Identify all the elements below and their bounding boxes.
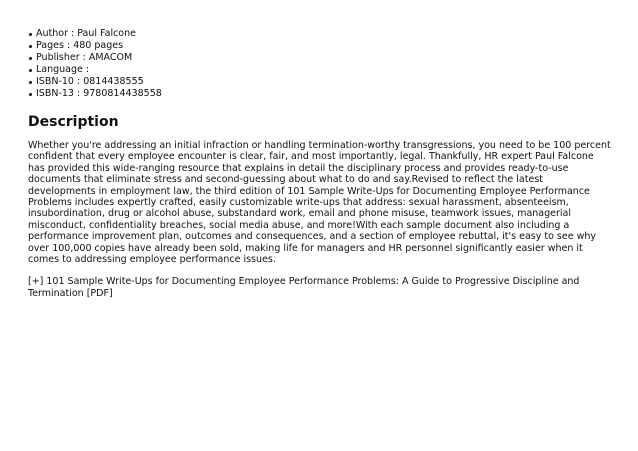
metadata-item-author <box>28 28 610 40</box>
bullet-icon <box>29 93 32 96</box>
metadata-isbn10-text: ISBN-10 : 0814438555 <box>36 76 144 87</box>
bullet-icon <box>29 81 32 84</box>
metadata-pages-text: Pages : 480 pages <box>36 40 124 51</box>
book-metadata-list <box>28 28 610 100</box>
download-link[interactable]: [+] 101 Sample Write-Ups for Documenting Employee Performance Problems: A Guide to Progressive Discipline and Termination [PDF] <box>28 276 580 299</box>
metadata-publisher-text: Publisher : AMACOM <box>36 52 133 63</box>
description-body: Whether you're addressing an initial infraction or handling termination-worthy transgressions, you need to be 100 percent confident that every employee encounter is clear, fair, and most importantly, legal. Thankfully, HR expert Paul Falcone has provided this wide-ranging resource that explains in detail the disciplinary process and provides ready-to-use documents that eliminate stress and second-guessing about what to do and say.Revised to reflect the latest developments in employment law, the third edition of 101 Sample Write-Ups for Documenting Employee Performance Problems includes expertly crafted, easily customizable write-ups that address: sexual harassment, absenteeism, insubordination, drug or alcohol abuse, substandard work, email and phone misuse, teamwork issues, managerial misconduct, confidentiality breaches, social media abuse, and more!With each sample document also including a performance improvement plan, outcomes and consequences, and a section of employee rebuttal, it's easy to see why over 100,000 copies have already been sold, making life for managers and HR personnel significantly easier when it comes to addressing employee performance issues. <box>28 140 611 266</box>
metadata-item-pages <box>28 40 610 52</box>
bullet-icon <box>29 45 32 48</box>
metadata-author-text: Author : Paul Falcone <box>36 28 136 39</box>
bullet-icon <box>29 69 32 72</box>
description-heading: Description <box>28 114 119 130</box>
metadata-item-language <box>28 64 610 76</box>
metadata-language-text: Language : <box>36 64 90 75</box>
metadata-item-isbn10 <box>28 76 610 88</box>
metadata-isbn13-text: ISBN-13 : 9780814438558 <box>36 88 162 99</box>
metadata-item-isbn13 <box>28 88 610 100</box>
bullet-icon <box>29 57 32 60</box>
bullet-icon <box>29 33 32 36</box>
metadata-item-publisher <box>28 52 610 64</box>
